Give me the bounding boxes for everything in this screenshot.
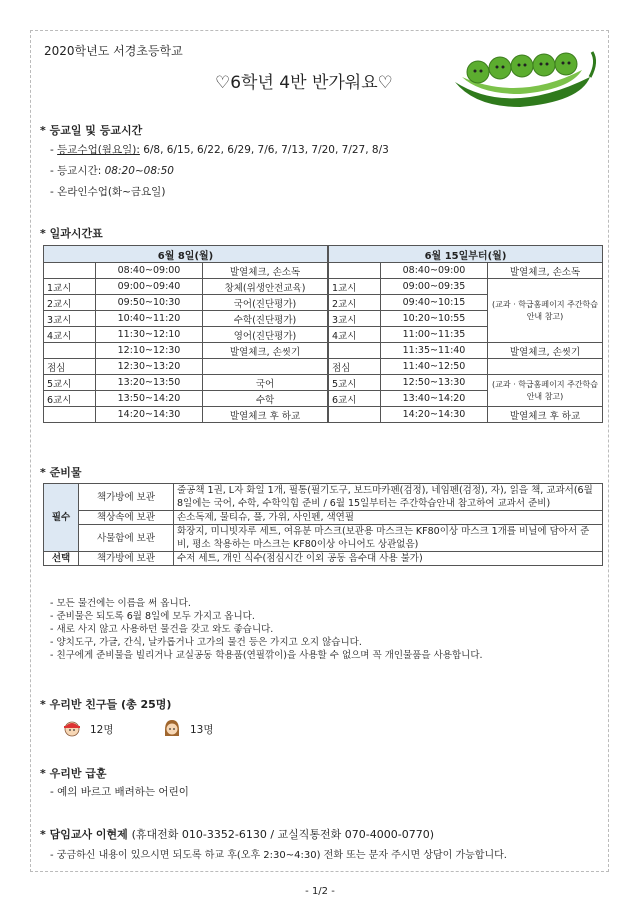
section-supplies-heading: * 준비물 [40, 466, 82, 479]
page-number: - 1/2 - [305, 886, 335, 897]
table-row: 6교시 13:50~14:20 수학 [44, 391, 328, 407]
class-motto: - 예의 바르고 배려하는 어린이 [50, 786, 189, 798]
page-title: ♡6학년 4반 반가워요♡ [215, 73, 393, 93]
table-row: 점심 11:40~12:50 [329, 359, 603, 375]
table-row: 6교시 13:40~14:20 [329, 391, 603, 407]
table-row: 11:35~11:40 발열체크, 손씻기 [329, 343, 603, 359]
note-line: - 준비물은 되도록 6월 8일에 모두 가지고 옵니다. [50, 611, 255, 622]
table-row: 14:20~14:30 발열체크 후 하교 [44, 407, 328, 423]
table-row: 1교시 09:00~09:40 창체(위생안전교육) [44, 279, 328, 295]
online-class: - 온라인수업(화~금요일) [50, 186, 166, 198]
table-row: 14:20~14:30 발열체크 후 하교 [329, 407, 603, 423]
girls-count: 13명 [190, 724, 214, 736]
attendance-time: - 등교시간: 08:20~08:50 [50, 165, 174, 177]
table-header: 6월 8일(월) [44, 246, 328, 263]
table-row: 08:40~09:00 발열체크, 손소독 [44, 263, 328, 279]
table-row: 책상속에 보관 손소독제, 물티슈, 풀, 가위, 사인펜, 색연필 [44, 511, 603, 525]
section-classmates-heading: * 우리반 친구들 (총 25명) [40, 698, 172, 711]
table-row: 3교시 10:40~11:20 수학(진단평가) [44, 311, 328, 327]
teacher-name: * 담임교사 이현제 [40, 828, 128, 841]
girl-icon [162, 718, 182, 738]
table-row: 5교시 13:20~13:50 국어 [44, 375, 328, 391]
teacher-contact: (휴대전화 010-3352-6130 / 교실직통전화 070-4000-0770) [131, 828, 435, 841]
table-row: 2교시 09:40~10:15 [329, 295, 603, 311]
supplies-notes [50, 597, 483, 662]
section-teacher [40, 826, 434, 842]
table-row: 5교시 12:50~13:30 (교과 · 학급홈페이지 주간학습안내 참고) [329, 375, 603, 391]
section-schedule-heading: * 일과시간표 [40, 227, 103, 240]
schedule-table-june8 [43, 245, 328, 423]
table-row: 4교시 11:00~11:35 [329, 327, 603, 343]
schedule-table-june15 [328, 245, 603, 423]
table-row: 필수 책가방에 보관 줄공책 1권, L자 화일 1개, 필통(필기도구, 보드마카펜(검정), 네임펜(검정), 자), 읽을 책, 교과서(6월 8일에는 국어, 수학, 수학익힘 준비 / 6월 15일부터는 주간학습안내 참고하여 교과서 준비) [44, 484, 603, 511]
table-row: 3교시 10:20~10:55 [329, 311, 603, 327]
boy-icon [62, 718, 82, 738]
table-row: 08:40~09:00 발열체크, 손소독 [329, 263, 603, 279]
note-line: - 모든 물건에는 이름을 써 옵니다. [50, 598, 191, 609]
table-row: 점심 12:30~13:20 [44, 359, 328, 375]
note-line: - 양치도구, 가글, 간식, 날카롭거나 고가의 물건 등은 가지고 오지 않습니다. [50, 637, 362, 648]
schedule-note: (교과 · 학급홈페이지 주간학습안내 참고) [488, 279, 603, 343]
table-row: 2교시 09:50~10:30 국어(진단평가) [44, 295, 328, 311]
boys-count: 12명 [90, 724, 114, 736]
attendance-days: - 등교수업(월요일): 6/8, 6/15, 6/22, 6/29, 7/6, 7/13, 7/20, 7/27, 8/3 [50, 144, 389, 156]
table-header: 6월 15일부터(월) [329, 246, 603, 263]
school-name: 2020학년도 서경초등학교 [44, 44, 183, 58]
table-row: 사물함에 보관 화장지, 미니빗자루 세트, 여유분 마스크(보관용 마스크는 KF80이상 마스크 1개를 비닐에 담아서 준비, 평소 착용하는 마스크는 KF80이상 아니어도 상관없음) [44, 525, 603, 552]
pea-pod-illustration [450, 32, 600, 112]
supplies-table [43, 483, 603, 566]
teacher-note: - 궁금하신 내용이 있으시면 되도록 하교 후(오후 2:30~4:30) 전화 또는 문자 주시면 상담이 가능합니다. [50, 850, 507, 861]
table-row: 12:10~12:30 발열체크, 손씻기 [44, 343, 328, 359]
note-line: - 새로 사지 않고 사용하던 물건을 갖고 와도 좋습니다. [50, 624, 274, 635]
section-motto-heading: * 우리반 급훈 [40, 767, 107, 780]
section-attendance-heading: * 등교일 및 등교시간 [40, 124, 143, 137]
table-row: 1교시 09:00~09:35 (교과 · 학급홈페이지 주간학습안내 참고) [329, 279, 603, 295]
table-row: 선택 책가방에 보관 수저 세트, 개인 식수(점심시간 이외 공동 음수대 사용 불가) [44, 552, 603, 566]
note-line: - 친구에게 준비물을 빌리거나 교실공동 학용품(연필깎이)을 사용할 수 없으며 꼭 개인물품을 사용합니다. [50, 650, 483, 661]
table-row: 4교시 11:30~12:10 영어(진단평가) [44, 327, 328, 343]
schedule-note: (교과 · 학급홈페이지 주간학습안내 참고) [488, 375, 603, 407]
